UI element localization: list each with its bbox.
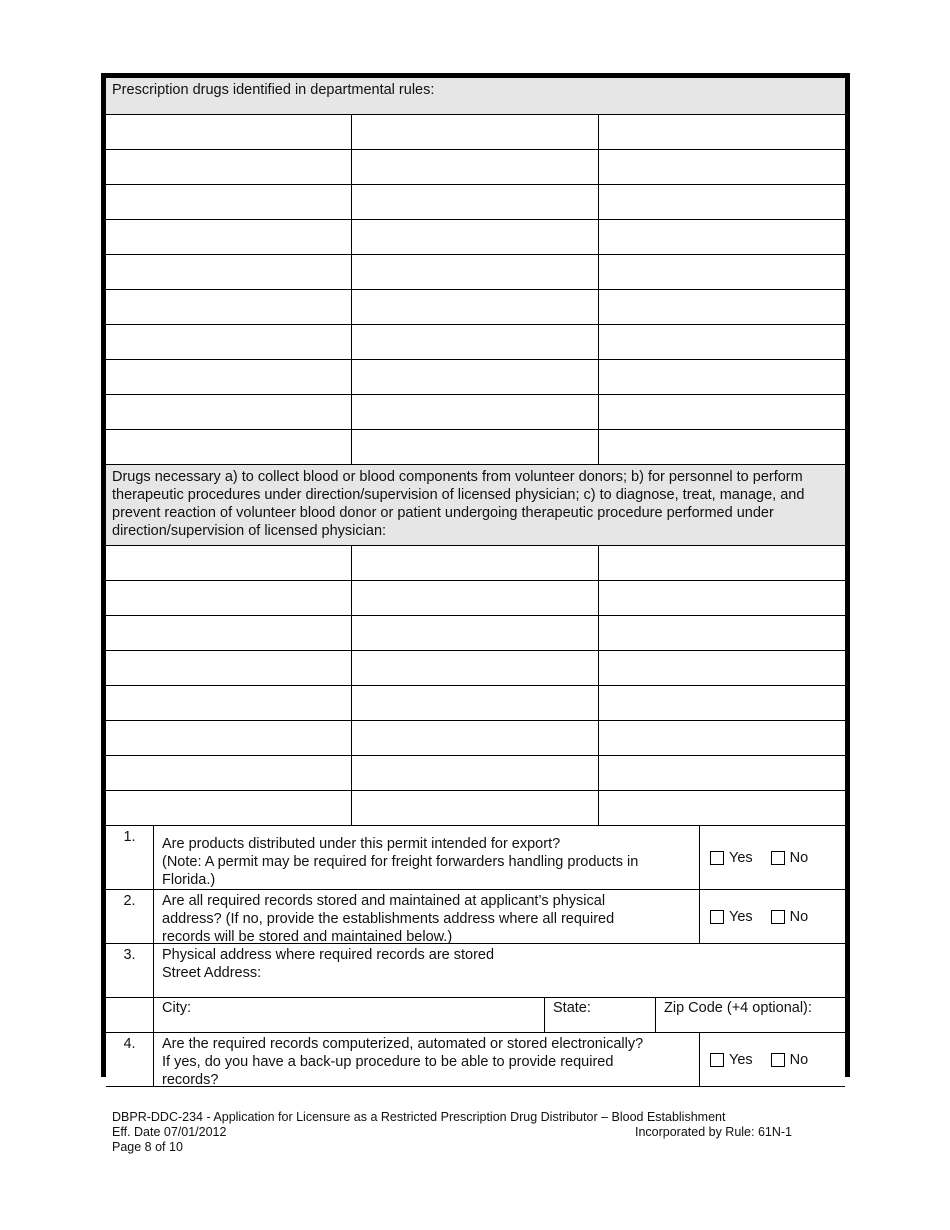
question-line: Florida.): [162, 872, 216, 888]
question-row-2: [106, 890, 845, 944]
table-row: [106, 546, 845, 581]
drug-entry-cell[interactable]: [599, 756, 845, 790]
drug-entry-cell[interactable]: [599, 721, 845, 755]
yes-no-options: [699, 890, 845, 943]
drug-entry-cell[interactable]: [106, 756, 352, 790]
no-label: No: [789, 1051, 809, 1068]
question-line: Are the required records computerized, automated or stored electronically?: [162, 1036, 644, 1052]
drug-entry-cell[interactable]: [599, 546, 845, 580]
question-line: records?: [162, 1072, 219, 1088]
section-heading-departmental-drugs: Prescription drugs identified in departmental rules:: [106, 78, 845, 115]
drug-entry-cell[interactable]: [106, 220, 352, 254]
no-checkbox[interactable]: [771, 892, 809, 941]
yes-no-options: [699, 1033, 845, 1086]
drug-entry-cell[interactable]: [599, 430, 845, 464]
drug-entry-cell[interactable]: [599, 360, 845, 394]
yes-label: Yes: [729, 849, 753, 866]
no-label: No: [789, 908, 809, 925]
drug-entry-cell[interactable]: [352, 616, 599, 650]
drug-entry-cell[interactable]: [599, 395, 845, 429]
question-line: (Note: A permit may be required for freight forwarders handling products in: [162, 854, 639, 870]
question-number: 4.: [106, 1033, 154, 1086]
drug-entry-cell[interactable]: [599, 115, 845, 149]
drug-entry-cell[interactable]: [106, 290, 352, 324]
table-row: [106, 150, 845, 185]
question-line: Are products distributed under this permit intended for export?: [162, 836, 561, 852]
drug-entry-cell[interactable]: [106, 616, 352, 650]
table-row: [106, 616, 845, 651]
question-text[interactable]: [154, 944, 845, 997]
drug-entry-cell[interactable]: [106, 791, 352, 825]
drug-entry-cell[interactable]: [106, 185, 352, 219]
drug-entry-cell[interactable]: [352, 581, 599, 615]
question-line: address? (If no, provide the establishments address where all required: [162, 911, 615, 927]
drug-entry-cell[interactable]: [352, 360, 599, 394]
drug-entry-cell[interactable]: [106, 395, 352, 429]
table-row: [106, 185, 845, 220]
form-title: DBPR-DDC-234 - Application for Licensure as a Restricted Prescription Drug Distributor – Blood Establishment: [112, 1110, 726, 1124]
departmental-drugs-table: [106, 115, 845, 465]
yes-label: Yes: [729, 908, 753, 925]
drug-entry-cell[interactable]: [352, 430, 599, 464]
drug-entry-cell[interactable]: [599, 616, 845, 650]
drug-entry-cell[interactable]: [352, 290, 599, 324]
drug-entry-cell[interactable]: [106, 430, 352, 464]
zip-code-field[interactable]: Zip Code (+4 optional):: [664, 1000, 812, 1016]
table-row: [106, 325, 845, 360]
effective-date: Eff. Date 07/01/2012: [112, 1125, 227, 1139]
yes-checkbox[interactable]: [710, 828, 753, 887]
question-row-1: [106, 826, 845, 890]
drug-entry-cell[interactable]: [352, 686, 599, 720]
page-number: Page 8 of 10: [112, 1140, 183, 1154]
no-checkbox[interactable]: [771, 1035, 809, 1084]
question-text: [154, 1033, 699, 1086]
table-row: [106, 721, 845, 756]
drug-entry-cell[interactable]: [352, 150, 599, 184]
drug-entry-cell[interactable]: [106, 721, 352, 755]
drug-entry-cell[interactable]: [599, 651, 845, 685]
drug-entry-cell[interactable]: [352, 325, 599, 359]
no-label: No: [789, 849, 809, 866]
table-row: [106, 360, 845, 395]
yes-label: Yes: [729, 1051, 753, 1068]
drug-entry-cell[interactable]: [106, 360, 352, 394]
drug-entry-cell[interactable]: [599, 686, 845, 720]
checkbox-icon: [771, 1053, 785, 1067]
street-address-label: Street Address:: [162, 965, 262, 981]
table-row: [106, 756, 845, 791]
drug-entry-cell[interactable]: [106, 546, 352, 580]
table-row: [106, 290, 845, 325]
drug-entry-cell[interactable]: [106, 255, 352, 289]
drug-entry-cell[interactable]: [352, 255, 599, 289]
drug-entry-cell[interactable]: [106, 651, 352, 685]
question-number: 1.: [106, 826, 154, 889]
drug-entry-cell[interactable]: [599, 581, 845, 615]
city-field[interactable]: City:: [154, 998, 545, 1032]
drug-entry-cell[interactable]: [352, 756, 599, 790]
table-row: [106, 791, 845, 826]
question-text: [154, 826, 699, 889]
question-row-3: [106, 944, 845, 998]
drug-entry-cell[interactable]: [599, 185, 845, 219]
footer-row: [112, 1125, 792, 1140]
question-line: records will be stored and maintained below.): [162, 929, 453, 945]
table-row: [106, 430, 845, 465]
drug-entry-cell[interactable]: [352, 791, 599, 825]
question-line: Are all required records stored and maintained at applicant’s physical: [162, 893, 606, 909]
drug-entry-cell[interactable]: [599, 150, 845, 184]
address-row: [106, 998, 845, 1033]
drug-entry-cell[interactable]: [352, 185, 599, 219]
drug-entry-cell[interactable]: [106, 325, 352, 359]
table-row: [106, 115, 845, 150]
table-row: [106, 581, 845, 616]
necessary-drugs-table: [106, 546, 845, 826]
table-row: [106, 686, 845, 721]
question-line: Physical address where required records are stored: [162, 947, 495, 963]
yes-checkbox[interactable]: [710, 1035, 753, 1084]
form-body: [106, 78, 845, 1087]
table-row: [106, 651, 845, 686]
checkbox-icon: [710, 851, 724, 865]
state-field[interactable]: State:: [545, 998, 656, 1032]
question-text: [154, 890, 699, 943]
question-number: 2.: [106, 890, 154, 943]
empty-number-cell: [106, 998, 154, 1032]
drug-entry-cell[interactable]: [599, 255, 845, 289]
question-number: 3.: [106, 944, 154, 997]
drug-entry-cell[interactable]: [352, 220, 599, 254]
drug-entry-cell[interactable]: [352, 115, 599, 149]
page-footer: [112, 1110, 792, 1155]
drug-entry-cell[interactable]: [352, 721, 599, 755]
table-row: [106, 255, 845, 290]
no-checkbox[interactable]: [771, 828, 809, 887]
yes-checkbox[interactable]: [710, 892, 753, 941]
table-row: [106, 220, 845, 255]
yes-no-options: [699, 826, 845, 889]
drug-entry-cell[interactable]: [106, 686, 352, 720]
checkbox-icon: [710, 1053, 724, 1067]
drug-entry-cell[interactable]: [106, 150, 352, 184]
drug-entry-cell[interactable]: [106, 581, 352, 615]
section-heading-necessary-drugs: Drugs necessary a) to collect blood or blood components from volunteer donors; b) for personnel to perform therapeutic procedures under direction/supervision of licensed physician; c) to diagnose, treat, manage, and prevent reaction of volunteer blood donor or patient undergoing therapeutic procedure performed under direction/supervision of licensed physician:: [106, 465, 845, 546]
drug-entry-cell[interactable]: [599, 791, 845, 825]
drug-entry-cell[interactable]: [106, 115, 352, 149]
question-line: If yes, do you have a back-up procedure to be able to provide required: [162, 1054, 614, 1070]
drug-entry-cell[interactable]: [352, 546, 599, 580]
drug-entry-cell[interactable]: [352, 651, 599, 685]
drug-entry-cell[interactable]: [599, 220, 845, 254]
question-row-4: [106, 1033, 845, 1087]
checkbox-icon: [771, 910, 785, 924]
drug-entry-cell[interactable]: [599, 290, 845, 324]
drug-entry-cell[interactable]: [599, 325, 845, 359]
incorporated-rule: Incorporated by Rule: 61N-1: [634, 1125, 792, 1139]
checkbox-icon: [710, 910, 724, 924]
checkbox-icon: [771, 851, 785, 865]
drug-entry-cell[interactable]: [352, 395, 599, 429]
table-row: [106, 395, 845, 430]
